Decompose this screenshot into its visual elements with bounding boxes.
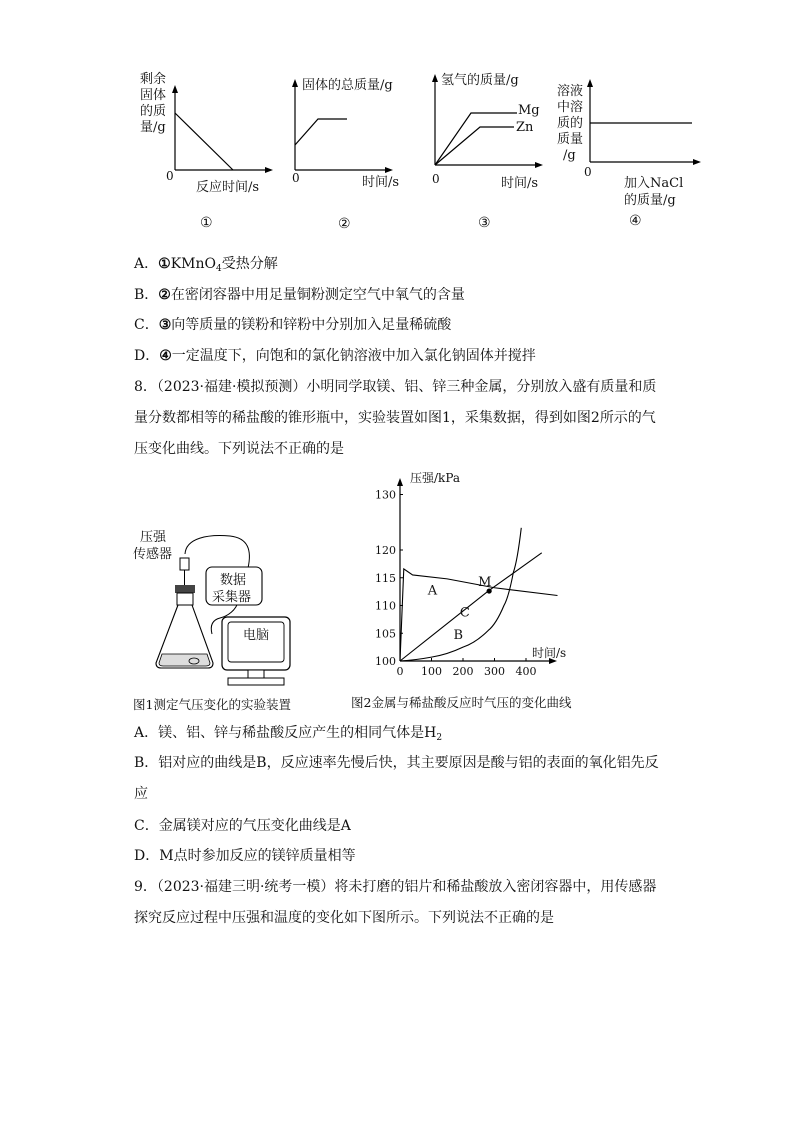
circled-number: ④ [159,348,172,364]
graph-2-ylabel: 固体的总质量/g [302,78,393,93]
fig2-pressure-chart [360,465,580,685]
flask-neck [177,593,193,605]
chart-ylabel: 压强/kPa [410,471,461,485]
graph-1-origin: 0 [166,169,174,183]
y-tick-label: 105 [375,627,396,641]
graph-3-xlabel: 时间/s [501,176,539,191]
graph-2-curve [295,119,347,145]
y-tick-label: 115 [375,571,396,585]
q8-option-a[interactable]: A．镁、铝、锌与稀盐酸反应产生的相同气体是$H_2$ [134,725,443,743]
q7-option-c[interactable]: C．③向等质量的镁粉和锌粉中分别加入足量稀硫酸 [134,317,452,333]
graph-4-x-arrow [693,159,701,165]
graph-4-xlabel: 加入NaCl 的质量/g [624,176,684,208]
q7-graphs [0,0,794,240]
y-tick-label: 130 [375,488,396,502]
stopper [175,585,195,593]
graph-4-y-arrow [587,79,593,87]
x-tick-label: 300 [484,665,505,678]
graph-1-curve [175,113,233,170]
computer-label: 电脑 [243,628,270,643]
q7-option-b[interactable]: B．②在密闭容器中用足量铜粉测定空气中氧气的含量 [134,287,465,303]
q7-option-a[interactable]: A．①KMnO$_4$受热分解 [134,256,278,274]
graph-1-ylabel: 剩余 固体 的质 量/g [140,72,167,135]
x-tick-label: 400 [515,665,537,678]
sensor-label: 压强 传感器 [133,530,173,562]
graph-4 [557,79,701,229]
fig2-caption: 图2金属与稀盐酸反应时气压的变化曲线 [351,695,572,710]
fig1-caption: 图1测定气压变化的实验装置 [133,697,291,712]
graph-1-xlabel: 反应时间/s [196,180,260,195]
q7-option-d[interactable]: D．④一定温度下，向饱和的氯化钠溶液中加入氯化钠固体并搅拌 [134,348,536,364]
graph-3-curve-mg [435,113,517,165]
graph-3-series-mg: Mg [518,103,540,118]
x-tick-label: 100 [421,665,442,678]
sensor-icon [180,558,189,570]
graph-3-y-arrow [432,74,438,82]
chart-y-arrow [397,478,403,486]
sensor-cable [185,536,249,568]
y-tick-label: 100 [375,655,396,668]
q8-option-b[interactable]: B．铝对应的曲线是B，反应速率先慢后快，其主要原因是酸与铝的表面的氧化铝先反应 [134,755,659,802]
graph-4-origin: 0 [584,165,592,179]
q8-option-c[interactable]: C．金属镁对应的气压变化曲线是A [134,818,351,834]
computer-base [228,678,284,685]
q8-stem: 8．（2023·福建·模拟预测）小明同学取镁、铝、锌三种金属，分别放入盛有质量和质量分数都相等的稀盐酸的锥形瓶中，实验装置如图1，采集数据，得到如图2所示的气压变化曲线。下列说法不正确的是 [134,379,657,457]
graph-1-number: ① [200,215,213,231]
y-tick-label: 120 [375,544,396,557]
graph-4-number: ④ [629,213,642,229]
chart-xlabel: 时间/s [532,646,567,660]
graph-4-ylabel: 溶液 中溶 质的 质量 /g [557,84,584,163]
series-a-label: A [427,583,438,599]
graph-2-number: ② [338,216,351,232]
graph-2-y-arrow [292,79,298,87]
graph-1-x-arrow [265,167,273,173]
graph-2-origin: 0 [292,171,300,185]
x-tick-label: 0 [396,665,404,678]
circled-number: ③ [158,317,172,333]
circled-number: ② [158,287,171,303]
graph-3-ylabel: 氢气的质量/g [441,73,519,88]
x-tick-label: 200 [452,665,474,678]
graph-1 [140,72,273,231]
series-b-label: B [453,627,464,643]
graph-3-series-zn: Zn [516,120,534,135]
graph-2-xlabel: 时间/s [362,175,400,190]
point-m-label: M [478,575,492,591]
series-c-line [400,553,542,661]
series-c-label: C [459,605,470,621]
fig1-apparatus [130,530,310,690]
collector-label: 数据 采集器 [212,573,252,605]
graph-2-x-arrow [385,167,393,173]
graph-3-curve-zn [435,127,514,165]
flask-liquid [159,654,210,666]
q8-option-d[interactable]: D．M点时参加反应的镁锌质量相等 [134,848,356,864]
graph-1-y-arrow [172,85,178,93]
computer-stand [248,670,264,678]
graph-2 [292,77,399,232]
graph-3-number: ③ [478,215,491,231]
graph-3-origin: 0 [432,172,440,186]
circled-number: ① [158,256,171,272]
q9-stem: 9．（2023·福建三明·统考一模）将未打磨的铝片和稀盐酸放入密闭容器中，用传感器探究反应过程中压强和温度的变化如下图所示。下列说法不正确的是 [134,879,657,926]
graph-3 [432,73,543,231]
y-tick-label: 110 [375,599,396,613]
graph-3-x-arrow [535,162,543,168]
